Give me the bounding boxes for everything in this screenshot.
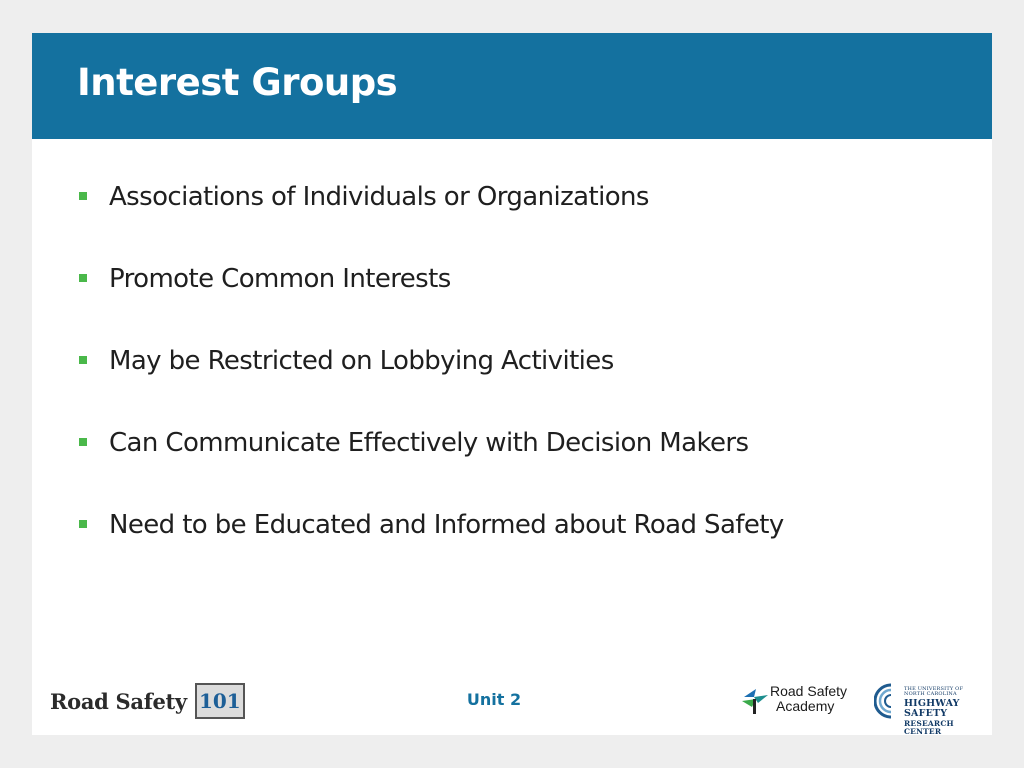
road-safety-101-logo bbox=[50, 681, 245, 721]
bullet-square-icon bbox=[79, 274, 87, 282]
logo-text: Road Safety bbox=[50, 688, 187, 714]
bullet-square-icon bbox=[79, 192, 87, 200]
unit-label: Unit 2 bbox=[466, 690, 522, 709]
slide-title: Interest Groups bbox=[77, 61, 398, 104]
academy-text bbox=[770, 684, 847, 714]
hsrc-line1: HIGHWAY SAFETY bbox=[904, 698, 960, 719]
bullet-text: May be Restricted on Lobbying Activities bbox=[109, 346, 614, 376]
academy-line1: Road Safety bbox=[770, 683, 848, 699]
bullet-text: Associations of Individuals or Organizations bbox=[109, 182, 649, 212]
bullet-square-icon bbox=[79, 438, 87, 446]
road-safety-academy-logo bbox=[742, 683, 852, 719]
bullet-square-icon bbox=[79, 356, 87, 364]
swirl-icon bbox=[874, 681, 904, 721]
hsrc-university: THE UNIVERSITY OF NORTH CAROLINA bbox=[904, 686, 964, 697]
bullet-text: Promote Common Interests bbox=[109, 264, 451, 294]
title-bar bbox=[32, 33, 992, 139]
hsrc-logo bbox=[874, 679, 970, 736]
bullet-square-icon bbox=[79, 520, 87, 528]
hsrc-line2: RESEARCH CENTER bbox=[904, 719, 954, 736]
slide bbox=[32, 33, 992, 735]
bullet-text: Can Communicate Effectively with Decision Makers bbox=[109, 428, 749, 458]
hsrc-text bbox=[904, 687, 970, 735]
academy-line2: Academy bbox=[776, 698, 835, 714]
bullet-text: Need to be Educated and Informed about Road Safety bbox=[109, 510, 784, 540]
road-arrows-icon bbox=[742, 685, 768, 715]
logo-number-badge: 101 bbox=[195, 683, 245, 719]
